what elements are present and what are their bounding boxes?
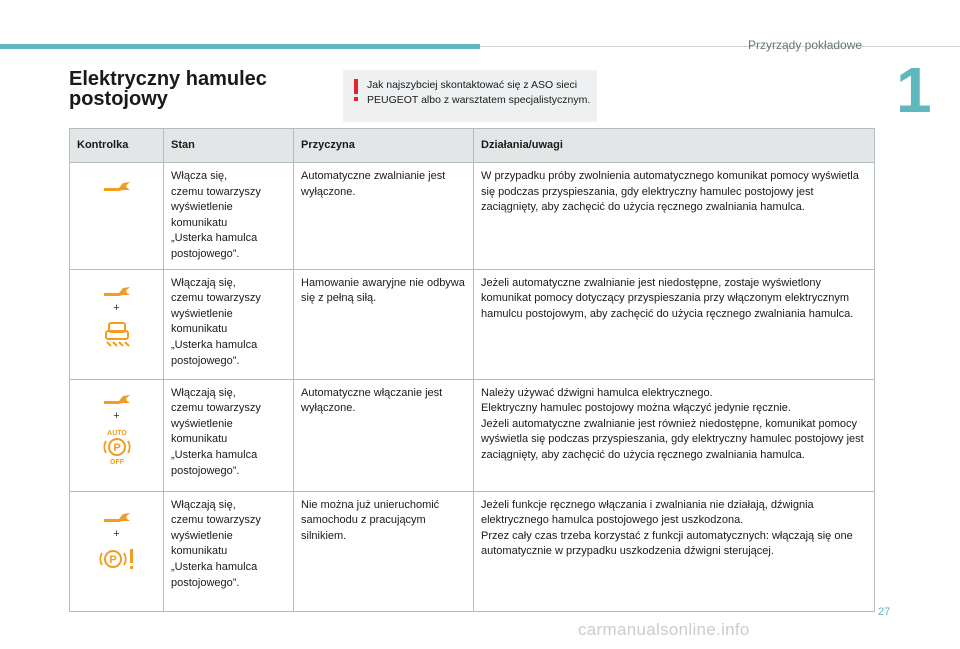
przyczyna-cell: Hamowanie awaryjne nie odbywa się z pełną siłą. <box>294 269 474 379</box>
wrench-icon <box>102 392 132 406</box>
header-dzialania: Działania/uwagi <box>474 129 875 163</box>
auto-p-off-icon <box>102 428 132 466</box>
indicator-cell <box>70 163 164 270</box>
plus-sign: + <box>113 409 120 422</box>
header-accent-bar <box>0 44 480 49</box>
page-title-line-1: Elektryczny hamulec <box>69 68 267 90</box>
watermark: carmanualsonline.info <box>578 620 750 639</box>
table-row <box>70 379 875 491</box>
dzialania-cell: Jeżeli automatyczne zwalnianie jest niedostępne, zostaje wyświetlony komunikat pomocy dotyczący przyspieszania przy włączonym elektrycznym hamulcu postojowym, aby zachęcić do użycia ręcznego zwalniania hamulca. <box>474 269 875 379</box>
page-title-line-2: postojowy <box>69 88 168 110</box>
dzialania-cell: Jeżeli funkcje ręcznego włączania i zwalniania nie działają, dźwignia elektrycznego hamulca postojowego jest uszkodzona. Przez cały czas trzeba korzystać z funkcji automatycznych: włączają się one automatycznie w przypadku uszkodzenia dźwigni sterującej. <box>474 491 875 611</box>
table-header-row <box>70 129 875 163</box>
przyczyna-cell: Automatyczne zwalnianie jest wyłączone. <box>294 163 474 270</box>
page-title <box>69 69 267 109</box>
table-row <box>70 491 875 611</box>
p-letter: P <box>112 442 121 455</box>
przyczyna-cell: Automatyczne włączanie jest wyłączone. <box>294 379 474 491</box>
page-number: 27 <box>878 606 891 618</box>
plus-sign: + <box>113 527 120 540</box>
dzialania-cell: Należy używać dźwigni hamulca elektrycznego. Elektryczny hamulec postojowy można włączyć jedynie ręcznie. Jeżeli automatyczne zwalnianie jest również niedostępne, komunikat pomocy wyświetla się podczas przyspieszania, gdy elektryczny hamulec postojowy jest zaciągnięty, aby zachęcić do użycia ręcznego zwalniania hamulca. <box>474 379 875 491</box>
header-przyczyna: Przyczyna <box>294 129 474 163</box>
indicator-cell <box>70 269 164 379</box>
section-title: Przyrządy pokładowe <box>748 38 863 52</box>
indicator-cell <box>70 491 164 611</box>
przyczyna-cell: Nie można już unieruchomić samochodu z pracującym silnikiem. <box>294 491 474 611</box>
warning-text: Jak najszybciej skontaktować się z ASO sieci PEUGEOT albo z warsztatem specjalistycznym. <box>367 79 591 106</box>
header-rule <box>480 46 960 47</box>
indicator-cell <box>70 379 164 491</box>
dzialania-cell: W przypadku próby zwolnienia automatycznego komunikat pomocy wyświetla się podczas przyspieszania, gdy elektryczny hamulec postojowy jest zaciągnięty, aby zachęcić do użycia ręcznego zwalniania hamulca. <box>474 163 875 270</box>
off-label: OFF <box>109 459 124 467</box>
exclamation-icon <box>351 78 361 102</box>
plus-sign: + <box>113 301 120 314</box>
chapter-number: 1 <box>896 54 932 126</box>
stan-cell: Włącza się, czemu towarzyszy wyświetlenie komunikatu „Usterka hamulca postojowego”. <box>164 163 294 270</box>
stan-cell: Włączają się, czemu towarzyszy wyświetlenie komunikatu „Usterka hamulca postojowego”. <box>164 269 294 379</box>
p-letter: P <box>108 554 117 567</box>
header-stan: Stan <box>164 129 294 163</box>
wrench-icon <box>102 284 132 298</box>
wrench-icon <box>102 179 132 193</box>
parking-brake-fault-icon <box>97 546 137 572</box>
table-row <box>70 269 875 379</box>
emergency-braking-icon <box>102 320 132 348</box>
warning-note <box>343 70 597 122</box>
wrench-icon <box>102 510 132 524</box>
stan-cell: Włączają się, czemu towarzyszy wyświetlenie komunikatu „Usterka hamulca postojowego”. <box>164 379 294 491</box>
header-kontrolka: Kontrolka <box>70 129 164 163</box>
stan-cell: Włączają się, czemu towarzyszy wyświetlenie komunikatu „Usterka hamulca postojowego”. <box>164 491 294 611</box>
table-row <box>70 163 875 270</box>
warning-lights-table <box>69 128 875 612</box>
auto-label: AUTO <box>106 430 127 438</box>
